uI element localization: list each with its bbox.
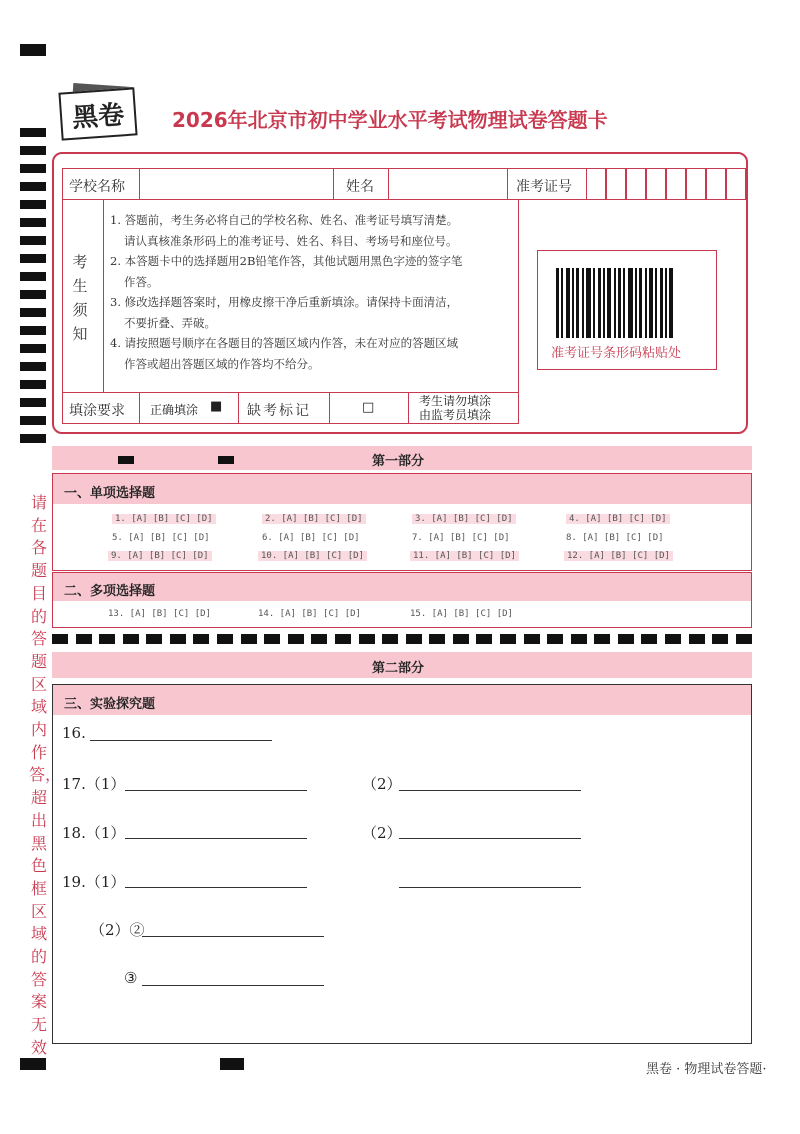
absent-checkbox-icon[interactable]: □ (362, 400, 375, 415)
choice-q15[interactable]: 15. [A] [B] [C] [D] (410, 609, 513, 619)
alignment-mark (220, 1058, 244, 1070)
choice-q10[interactable]: 10. [A] [B] [C] [D] (258, 551, 367, 561)
choice-q13[interactable]: 13. [A] [B] [C] [D] (108, 609, 211, 619)
name-label-cell (333, 168, 389, 200)
school-label-cell (62, 168, 140, 200)
note-line: 4. 请按照题号顺序在各题目的答题区域内作答，未在对应的答题区域 (110, 336, 459, 350)
choice-q1[interactable]: 1. [A] [B] [C] [D] (112, 514, 216, 524)
experiment-section (52, 684, 752, 1044)
q18-2-answer-line[interactable] (399, 838, 581, 839)
barcode (556, 268, 706, 338)
q19-1-answer-line[interactable] (125, 887, 307, 888)
school-field[interactable] (139, 168, 334, 200)
correct-fill-cell (139, 392, 239, 424)
note-line: 作答或超出答题区域的作答均不给分。 (124, 356, 320, 371)
note-line: 不要折叠、弄破。 (124, 315, 216, 330)
choice-q14[interactable]: 14. [A] [B] [C] [D] (258, 609, 361, 619)
part2-title: 第二部分 (372, 661, 425, 676)
alignment-mark (20, 1058, 46, 1070)
timing-track (52, 634, 752, 644)
section1-header (53, 474, 751, 504)
fill-req-label-cell (62, 392, 140, 424)
part1-title: 第一部分 (372, 454, 425, 469)
q19-2-label: （2）② (90, 921, 145, 939)
choice-q4[interactable]: 4. [A] [B] [C] [D] (566, 514, 670, 524)
choice-q5[interactable]: 5. [A] [B] [C] [D] (112, 533, 210, 543)
choice-q12[interactable]: 12. [A] [B] [C] [D] (564, 551, 673, 561)
side-warning: 请在各题目的答题区域内作答，超出黑色框区域的答案无效 (29, 493, 62, 1057)
absent-label-cell (238, 392, 330, 424)
notes-list (110, 210, 510, 374)
name-label: 姓名 (346, 179, 374, 195)
q16-answer-line[interactable] (90, 740, 272, 741)
name-field[interactable] (388, 168, 508, 200)
absent-note-line2: 由监考员填涂 (419, 408, 492, 422)
footer-text: 黑卷 · 物理试卷答题· (646, 1062, 767, 1077)
section1-title: 一、单项选择题 (64, 486, 156, 501)
choice-q9[interactable]: 9. [A] [B] [C] [D] (108, 551, 212, 561)
q16-label: 16. (62, 724, 86, 742)
correct-fill-label: 正确填涂 (150, 403, 199, 417)
alignment-mark (218, 456, 234, 464)
q17-2-answer-line[interactable] (399, 790, 581, 791)
choice-q2[interactable]: 2. [A] [B] [C] [D] (262, 514, 366, 524)
absent-label: 缺考标记 (247, 403, 311, 419)
note-line: 请认真核准条形码上的准考证号、姓名、科目、考场号和座位号。 (124, 233, 458, 248)
q18-1-answer-line[interactable] (125, 838, 307, 839)
q19-label: 19.（1） (62, 873, 126, 891)
note-line: 3. 修改选择题答案时，用橡皮擦干净后重新填涂。请保持卡面清洁， (110, 295, 459, 309)
barcode-label: 准考证号条形码粘贴处 (551, 346, 682, 361)
section3-header (53, 685, 751, 715)
q19-3-label: ③ (124, 969, 138, 987)
choice-q6[interactable]: 6. [A] [B] [C] [D] (262, 533, 360, 543)
absent-mark-cell[interactable] (329, 392, 409, 424)
alignment-mark (118, 456, 134, 464)
fill-req-label: 填涂要求 (69, 403, 125, 419)
exam-id-boxes[interactable] (586, 168, 746, 200)
q19-1b-answer-line[interactable] (399, 887, 581, 888)
q19-3-answer-line[interactable] (142, 985, 324, 986)
choice-q3[interactable]: 3. [A] [B] [C] [D] (412, 514, 516, 524)
q17-1-answer-line[interactable] (125, 790, 307, 791)
q17-2-label: （2） (362, 775, 402, 793)
alignment-mark (20, 44, 46, 56)
note-line: 作答。 (124, 274, 159, 289)
choice-q11[interactable]: 11. [A] [B] [C] [D] (410, 551, 519, 561)
school-label: 学校名称 (69, 179, 125, 195)
section2-title: 二、多项选择题 (64, 584, 156, 599)
page-title: 2026年北京市初中学业水平考试物理试卷答题卡 (172, 108, 608, 132)
brand-logo: 黑卷 (58, 87, 137, 140)
section2-header (53, 573, 751, 601)
q18-label: 18.（1） (62, 824, 126, 842)
q17-label: 17.（1） (62, 775, 126, 793)
note-line: 1. 答题前，考生务必将自己的学校名称、姓名、准考证号填写清楚。 (110, 213, 459, 227)
left-timing-track (20, 128, 46, 446)
q18-2-label: （2） (362, 824, 402, 842)
exam-id-label: 准考证号 (516, 179, 572, 195)
absent-note-line1: 考生请勿填涂 (419, 394, 492, 408)
filled-square-icon: ■ (210, 399, 223, 414)
absent-note-cell (408, 392, 519, 424)
section3-title: 三、实验探究题 (64, 697, 156, 712)
notice-label: 考 生 须 知 (72, 253, 88, 343)
exam-id-label-cell (507, 168, 587, 200)
choice-q8[interactable]: 8. [A] [B] [C] [D] (566, 533, 664, 543)
q19-2-answer-line[interactable] (142, 936, 324, 937)
choice-q7[interactable]: 7. [A] [B] [C] [D] (412, 533, 510, 543)
note-line: 2. 本答题卡中的选择题用2B铅笔作答，其他试题用黑色字迹的签字笔 (110, 254, 463, 268)
